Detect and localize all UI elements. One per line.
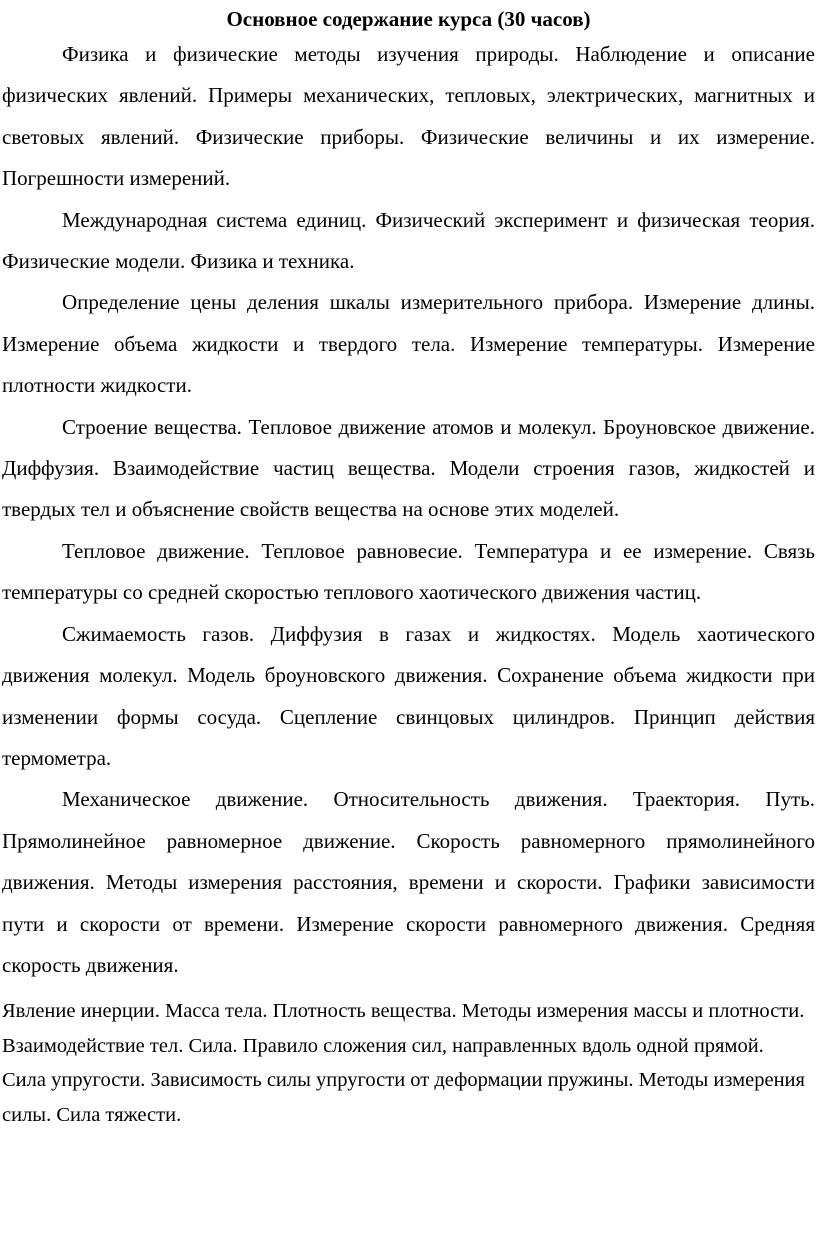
paragraph-inertia-forces: Явление инерции. Масса тела. Плотность вещества. Методы измерения массы и плотности. Взаимодействие тел. Сила. Правило сложения сил, направленных вдоль одной прямой. Сила упругости. Зависимость силы упругости от деформации пружины. Методы измерения силы. Сила тяжести. (2, 1000, 805, 1126)
paragraph-physics-methods: Физика и физические методы изучения природы. Наблюдение и описание физических явлений. Примеры механических, тепловых, электрических, магнитных и световых явлений. Физические приборы. Физические величины и их измерение. Погрешности измерений. (2, 42, 815, 191)
paragraph-mechanical-motion: Механическое движение. Относительность движения. Траектория. Путь. Прямолинейное равномерное движение. Скорость равномерного прямолинейного движения. Методы измерения расстояния, времени и скорости. Графики зависимости пути и скорости от времени. Измерение скорости равномерного движения. Средняя скорость движения. (2, 787, 815, 977)
paragraph-thermal-motion: Тепловое движение. Тепловое равновесие. Температура и ее измерение. Связь температуры со средней скоростью теплового хаотического движения частиц. (2, 538, 815, 605)
paragraph-matter-structure: Строение вещества. Тепловое движение атомов и молекул. Броуновское движение. Диффузия. Взаимодействие частиц вещества. Модели строения газов, жидкостей и твердых тел и объяснение свойств вещества на основе этих моделей. (2, 414, 815, 522)
paragraph-si-units: Международная система единиц. Физический эксперимент и физическая теория. Физические модели. Физика и техника. (2, 207, 815, 274)
page-title: Основное содержание курса (30 часов) (226, 7, 591, 31)
paragraph-gas-compressibility: Сжимаемость газов. Диффузия в газах и жидкостях. Модель хаотического движения молекул. Модель броуновского движения. Сохранение объема жидкости при изменении формы сосуда. Сцепление свинцовых цилиндров. Принцип действия термометра. (2, 621, 815, 770)
paragraph-measurements: Определение цены деления шкалы измерительного прибора. Измерение длины. Измерение объема жидкости и твердого тела. Измерение температуры. Измерение плотности жидкости. (2, 290, 815, 398)
